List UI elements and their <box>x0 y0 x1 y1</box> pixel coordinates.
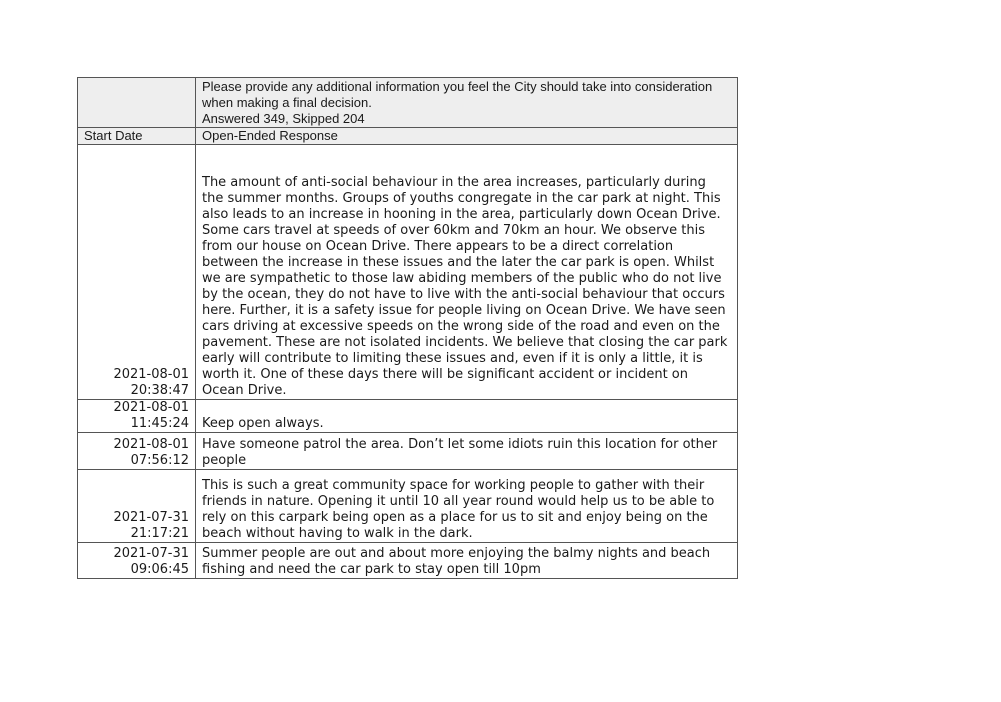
question-text: Please provide any additional information you feel the City should take into consideration when making a final decision. <box>202 79 713 110</box>
table-row <box>78 433 738 470</box>
question-header-row <box>78 78 738 128</box>
response-text: Have someone patrol the area. Don’t let some idiots ruin this location for other people <box>202 437 718 468</box>
time-text: 11:45:24 <box>130 416 189 431</box>
date-text: 2021-08-01 <box>113 437 189 452</box>
response-cell <box>196 400 738 433</box>
column-header-row <box>78 128 738 145</box>
response-text: This is such a great community space for working people to gather with their friends in nature. Opening it until 10 all year round would help us to be able to rely on this carpark being open as a place for us to sit and enjoy being on the beach without having to walk in the dark. <box>202 478 715 541</box>
time-text: 21:17:21 <box>130 526 189 541</box>
date-text: 2021-07-31 <box>113 510 189 525</box>
response-text: Keep open always. <box>202 416 324 431</box>
time-text: 20:38:47 <box>130 383 189 398</box>
start-date-header: Start Date <box>78 128 196 145</box>
header-blank-cell <box>78 78 196 128</box>
start-date-cell <box>78 145 196 400</box>
date-text: 2021-08-01 <box>113 400 189 415</box>
start-date-cell <box>78 470 196 543</box>
time-text: 09:06:45 <box>130 562 189 577</box>
answer-stats: Answered 349, Skipped 204 <box>202 111 365 126</box>
table-row <box>78 400 738 433</box>
start-date-cell <box>78 543 196 579</box>
table-row <box>78 145 738 400</box>
question-cell <box>196 78 738 128</box>
start-date-cell <box>78 433 196 470</box>
response-text: Summer people are out and about more enjoying the balmy nights and beach fishing and need the car park to stay open till 10pm <box>202 546 711 577</box>
response-header: Open-Ended Response <box>196 128 738 145</box>
response-cell <box>196 433 738 470</box>
response-cell <box>196 470 738 543</box>
survey-response-table <box>77 77 738 579</box>
date-text: 2021-08-01 <box>113 367 189 382</box>
table-row <box>78 470 738 543</box>
date-text: 2021-07-31 <box>113 546 189 561</box>
time-text: 07:56:12 <box>130 453 189 468</box>
response-text: The amount of anti-social behaviour in the area increases, particularly during the summer months. Groups of youths congregate in the car park at night. This also leads to an increase in hooning in the area, particularly down Ocean Drive. Some cars travel at speeds of over 60km and 70km an hour. We observe this from our house on Ocean Drive. There appears to be a direct correlation between the increase in these issues and the later the car park is open. Whilst we are sympathetic to those law abiding members of the public who do not live by the ocean, they do not have to live with the anti-social behaviour that occurs here. Further, it is a safety issue for people living on Ocean Drive. We have seen cars driving at excessive speeds on the wrong side of the road and even on the pavement. These are not isolated incidents. We believe that closing the car park early will contribute to limiting these issues and, even if it is only a little, it is worth it. One of these days there will be significant accident or incident on Ocean Drive. <box>202 175 728 398</box>
table-row <box>78 543 738 579</box>
response-cell <box>196 543 738 579</box>
start-date-cell <box>78 400 196 433</box>
response-cell <box>196 145 738 400</box>
